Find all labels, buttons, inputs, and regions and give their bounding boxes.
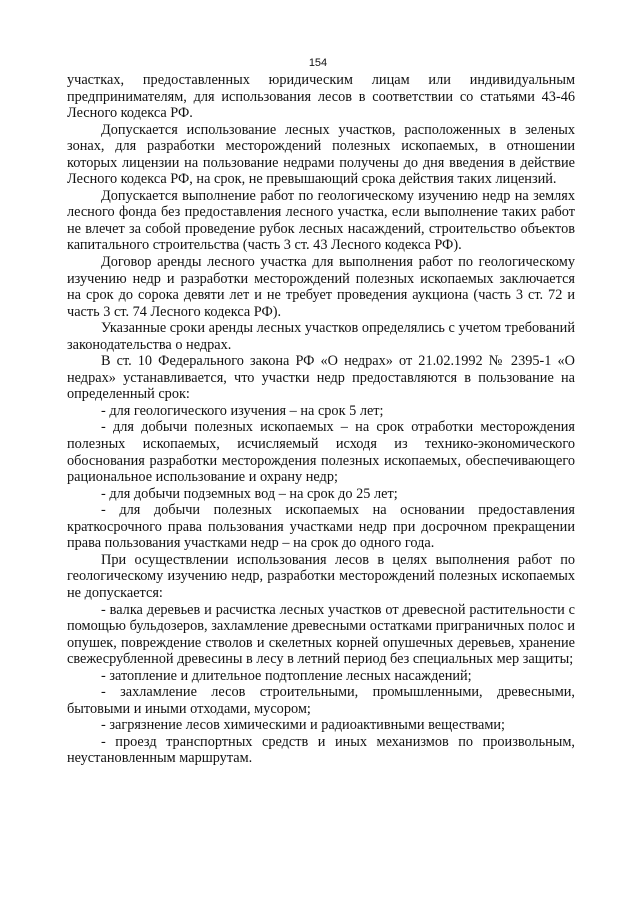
list-item-geological-study: - для геологического изучения – на срок 5 лет; [101, 402, 384, 419]
page-number: 154 [308, 57, 328, 69]
paragraph-continuation: участках, предоставленных юридическим лицам или индивидуальным предпринимателям, для использования лесов в соответствии со статьями 43-46 Лесного кодекса РФ. [67, 72, 575, 122]
list-item-flooding: - затопление и длительное подтопление лесных насаждений; [101, 667, 472, 684]
list-item-mineral-extraction: - для добычи полезных ископаемых – на срок отработки месторождения полезных ископаемых, исчисляемый исходя из технико-экономического обоснования разработки месторождения полезных ископаемых, обеспечивающего рациональное использование и охрану недр; [67, 419, 575, 486]
paragraph-geological-works: Допускается выполнение работ по геологическому изучению недр на землях лесного фонда без предоставления лесного участка, если выполнение таких работ не влечет за собой проведение рубок лесных насаждений, строительство объектов капитального строительства (часть 3 ст. 43 Лесного кодекса РФ). [67, 187, 575, 254]
paragraph-subsoil-law: В ст. 10 Федерального закона РФ «О недрах» от 21.02.1992 № 2395-1 «О недрах» устанавливается, что участки недр предоставляются в пользование на определенный срок: [67, 353, 575, 403]
list-item-groundwater: - для добычи подземных вод – на срок до 25 лет; [101, 485, 398, 502]
paragraph-lease-agreement: Договор аренды лесного участка для выполнения работ по геологическому изучению недр и разработки месторождений полезных ископаемых заключается на срок до сорока девяти лет и не требует проведения аукциона (часть 3 ст. 72 и часть 3 ст. 74 Лесного кодекса РФ). [67, 254, 575, 320]
list-item-tree-felling: - валка деревьев и расчистка лесных участков от древесной растительности с помощью бульдозеров, захламление древесными остатками приграничных полос и опушек, повреждение стволов и скелетных корней опушечных деревьев, хранение свежесрубленной древесины в лесу в летний период без специальных мер защиты; [67, 601, 575, 668]
list-item-littering: - захламление лесов строительными, промышленными, древесными, бытовыми и иными отходами, мусором; [67, 684, 575, 717]
paragraph-green-zones: Допускается использование лесных участков, расположенных в зеленых зонах, для разработки месторождений полезных ископаемых, в отношении которых лицензии на пользование недрами получены до дня введения в действие Лесного кодекса РФ, на срок, не превышающий срока действия таких лицензий. [67, 121, 575, 188]
list-item-short-term-right: - для добычи полезных ископаемых на основании предоставления краткосрочного права пользования участками недр при досрочном прекращении права пользования участками недр – на срок до одного года. [67, 502, 575, 552]
body-text [67, 72, 575, 767]
list-item-vehicle-passage: - проезд транспортных средств и иных механизмов по произвольным, неустановленным маршрутам. [67, 733, 575, 767]
paragraph-prohibitions: При осуществлении использования лесов в целях выполнения работ по геологическому изучению недр, разработки месторождений полезных ископаемых не допускается: [67, 551, 575, 601]
list-item-pollution: - загрязнение лесов химическими и радиоактивными веществами; [101, 717, 506, 734]
paragraph-lease-terms: Указанные сроки аренды лесных участков определялись с учетом требований законодательства о недрах. [67, 320, 575, 353]
